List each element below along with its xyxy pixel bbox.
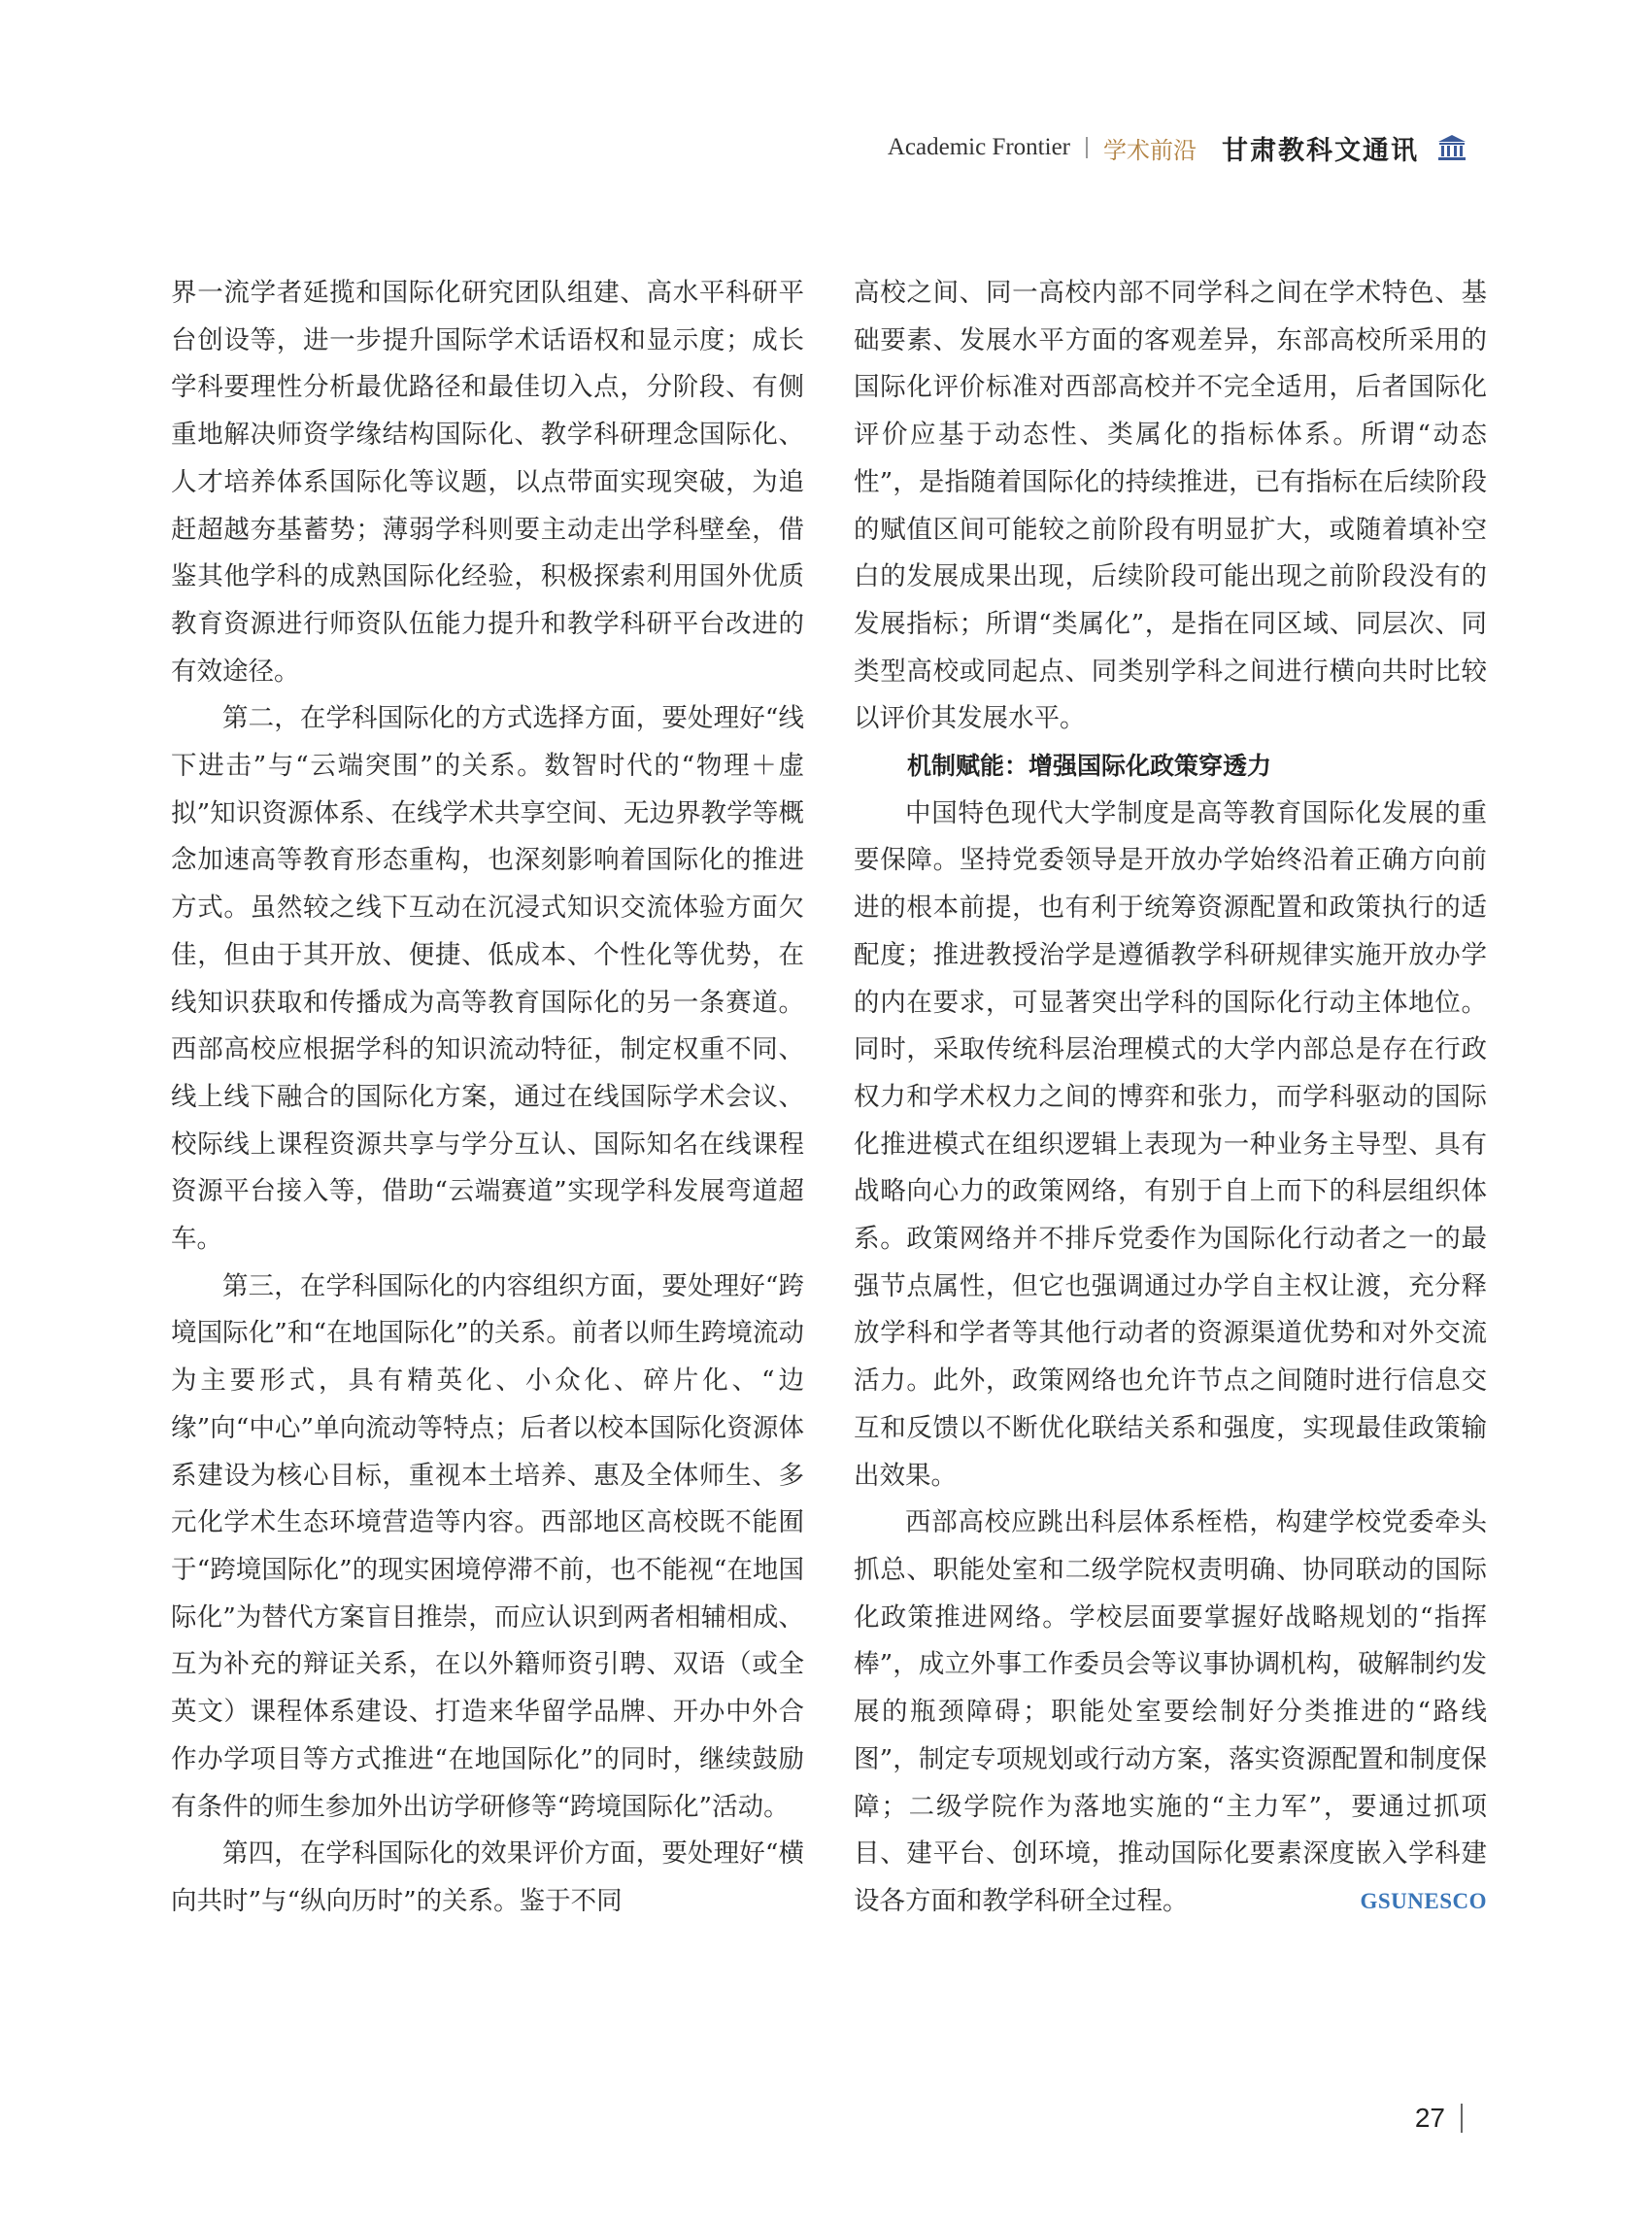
paragraph: 中国特色现代大学制度是高等教育国际化发展的重要保障。坚持党委领导是开放办学始终沿着正确方向前进的根本前提，也有利于统筹资源配置和政策执行的适配度；推进教授治学是遵循教学科研规律实施开放办学的内在要求，可显著突出学科的国际化行动主体地位。同时，采取传统科层治理模式的大学内部总是存在行政权力和学术权力之间的博弈和张力，而学科驱动的国际化推进模式在组织逻辑上表现为一种业务主导型、具有战略向心力的政策网络，有别于自上而下的科层组织体系。政策网络并不排斥党委作为国际化行动者之一的最强节点属性，但它也强调通过办学自主权让渡，充分释放学科和学者等其他行动者的资源渠道优势和对外交流活力。此外，政策网络也允许节点之间随时进行信息交互和反馈以不断优化联结关系和强度，实现最佳政策输出效果。: [854, 797, 1487, 1491]
paragraph: 第三，在学科国际化的内容组织方面，要处理好“跨境国际化”和“在地国际化”的关系。前者以师生跨境流动为主要形式，具有精英化、小众化、碎片化、“边缘”向“中心”单向流动等特点；后者以校本国际化资源体系建设为核心目标，重视本土培养、惠及全体师生、多元化学术生态环境营造等内容。西部地区高校既不能囿于“跨境国际化”的现实困境停滞不前，也不能视“在地国际化”为替代方案盲目推崇，而应认识到两者相辅相成、互为补充的辩证关系，在以外籍师资引聘、双语（或全英文）课程体系建设、打造来华留学品牌、开办中外合作办学项目等方式推进“在地国际化”的同时，继续鼓励有条件的师生参加外出访学研修等“跨境国际化”活动。: [171, 1270, 804, 1822]
running-header: [888, 128, 1467, 167]
signature: GSUNESCO: [1360, 1888, 1487, 1913]
paragraph: 高校之间、同一高校内部不同学科之间在学术特色、基础要素、发展水平方面的客观差异，东部高校所采用的国际化评价标准对西部高校并不完全适用，后者国际化评价应基于动态性、类属化的指标体系。所谓“动态性”，是指随着国际化的持续推进，已有指标在后续阶段的赋值区间可能较之前阶段有明显扩大，或随着填补空白的发展成果出现，后续阶段可能出现之前阶段没有的发展指标；所谓“类属化”，是指在同区域、同层次、同类型高校或同起点、同类别学科之间进行横向共时比较以评价其发展水平。: [854, 278, 1487, 734]
page-number: 27: [1414, 2103, 1445, 2133]
paragraph: 界一流学者延揽和国际化研究团队组建、高水平科研平台创设等，进一步提升国际学术话语权和显示度；成长学科要理性分析最优路径和最佳切入点，分阶段、有侧重地解决师资学缘结构国际化、教学科研理念国际化、人才培养体系国际化等议题，以点带面实现突破，为追赶超越夯基蓄势；薄弱学科则要主动走出学科壁垒，借鉴其他学科的成熟国际化经验，积极探索利用国外优质教育资源进行师资队伍能力提升和教学科研平台改进的有效途径。: [171, 278, 804, 687]
section-title-en: Academic Frontier: [887, 134, 1070, 160]
paragraph: 第四，在学科国际化的效果评价方面，要处理好“横向共时”与“纵向历时”的关系。鉴于不同: [171, 1838, 804, 1916]
page-footer: [1415, 2103, 1463, 2134]
paragraph: 第二，在学科国际化的方式选择方面，要处理好“线下进击”与“云端突围”的关系。数智时代的“物理＋虚拟”知识资源体系、在线学术共享空间、无边界教学等概念加速高等教育形态重构，也深刻影响着国际化的推进方式。虽然较之线下互动在沉浸式知识交流体验方面欠佳，但由于其开放、便捷、低成本、个性化等优势，在线知识获取和传播成为高等教育国际化的另一条赛道。西部高校应根据学科的知识流动特征，制定权重不同、线上线下融合的国际化方案，通过在线国际学术会议、校际线上课程资源共享与学分互认、国际知名在线课程资源平台接入等，借助“云端赛道”实现学科发展弯道超车。: [171, 703, 804, 1255]
header-divider: [1086, 137, 1088, 158]
magazine-title: 甘肃教科文通讯: [1222, 135, 1419, 166]
right-column: [854, 270, 1487, 1926]
section-heading: 机制赋能：增强国际化政策穿透力: [907, 752, 1272, 781]
section-title-cn: 学术前沿: [1103, 136, 1197, 164]
footer-divider: [1461, 2104, 1463, 2133]
paragraph-text: 西部高校应跳出科层体系桎梏，构建学校党委牵头抓总、职能处室和二级学院权责明确、协同联动的国际化政策推进网络。学校层面要掌握好战略规划的“指挥棒”，成立外事工作委员会等议事协调机构，破解制约发展的瓶颈障碍；职能处室要绘制好分类推进的“路线图”，制定专项规划或行动方案，落实资源配置和制度保障；二级学院作为落地实施的“主力军”，要通过抓项目、建平台、创环境，推动国际化要素深度嵌入学科建设各方面和教学科研全过程。: [854, 1507, 1487, 1916]
left-column: [171, 270, 804, 1926]
paragraph: [854, 1500, 1487, 1925]
temple-icon: [1436, 133, 1467, 162]
